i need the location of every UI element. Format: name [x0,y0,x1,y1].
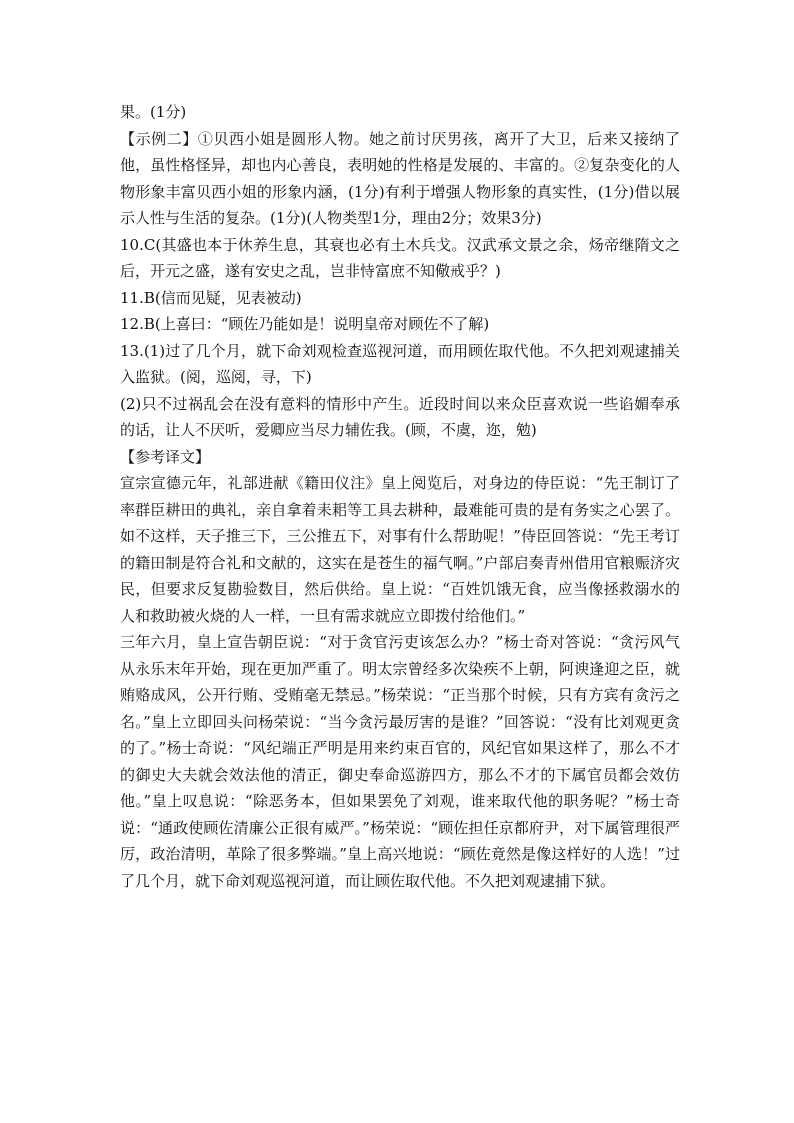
translation-paragraph-2: 三年六月，皇上宣告朝臣说：“对于贪官污吏该怎么办？”杨士奇对答说：“贪污风气从永乐末年开始，现在更加严重了。明太宗曾经多次染疾不上朝，阿谀逢迎之臣，就贿赂成风，公开行贿、受贿毫无禁忌。”杨荣说：“正当那个时候，只有方宾有贪污之名。”皇上立即回头问杨荣说：“当今贪污最厉害的是谁？”回答说：“没有比刘观更贪的了。”杨士奇说：“风纪端正严明是用来约束百官的，风纪官如果这样了，那么不才的御史大夫就会效法他的清正，御史奉命巡游四方，那么不才的下属官员都会效仿他。”皇上叹息说：“除恶务本，但如果罢免了刘观，谁来取代他的职务呢？”杨士奇说：“通政使顾佐清廉公正很有威严。”杨荣说：“顾佐担任京都府尹，对下属管理很严厉，政治清明，革除了很多弊端。”皇上高兴地说：“顾佐竟然是像这样好的人选！”过了几个月，就下命刘观巡视河道，而让顾佐取代他。不久把刘观逮捕下狱。 [120,633,680,890]
answer-q12: 12.B(上喜曰：“顾佐乃能如是！说明皇帝对顾佐不了解) [120,315,490,333]
answer-continuation: 果。(1分) [120,103,187,121]
translation-paragraph-1: 宣宗宣德元年，礼部进献《籍田仪注》皇上阅览后，对身边的侍臣说：“先王制订了率群臣耕田的典礼，亲自拿着耒耜等工具去耕种，最难能可贵的是有务实之心罢了。如不这样，天子推三下，三公推五下，对事有什么帮助呢！”侍臣回答说：“先王考订的籍田制是符合礼和文献的，这实在是苍生的福气啊。”户部启奏青州借用官粮赈济灾民，但要求反复勘验数目，然后供给。皇上说：“百姓饥饿无食，应当像拯救溺水的人和救助被火烧的人一样，一旦有需求就应立即拨付给他们。” [120,474,680,625]
answer-q11: 11.B(信而见疑，见表被动) [120,288,302,307]
document-body [120,99,680,894]
example-two-answer: 【示例二】①贝西小姐是圆形人物。她之前讨厌男孩，离开了大卫，后来又接纳了他，虽性格怪异，却也内心善良，表明她的性格是发展的、丰富的。②复杂变化的人物形象丰富贝西小姐的形象内涵，(1分)有利于增强人物形象的真实性，(1分)借以展示人性与生活的复杂。(1分)(人物类型1分，理由2分；效果3分) [120,129,680,227]
answer-q13-part1: 13.(1)过了几个月，就下命刘观检查巡视河道，而用顾佐取代他。不久把刘观逮捕关入监狱。(阅，巡阅，寻，下) [120,341,680,386]
translation-heading: 【参考译文】 [120,447,211,466]
answer-q13-part2: (2)只不过祸乱会在没有意料的情形中产生。近段时间以来众臣喜欢说一些谄媚奉承的话，让人不厌听，爱卿应当尽力辅佐我。(顾，不虞，迩，勉) [120,394,680,439]
answer-q10: 10.C(其盛也本于休养生息，其衰也必有土木兵戈。汉武承文景之余，炀帝继隋文之后，开元之盛，遂有安史之乱，岂非恃富庶不知儆戒乎？) [120,235,680,280]
